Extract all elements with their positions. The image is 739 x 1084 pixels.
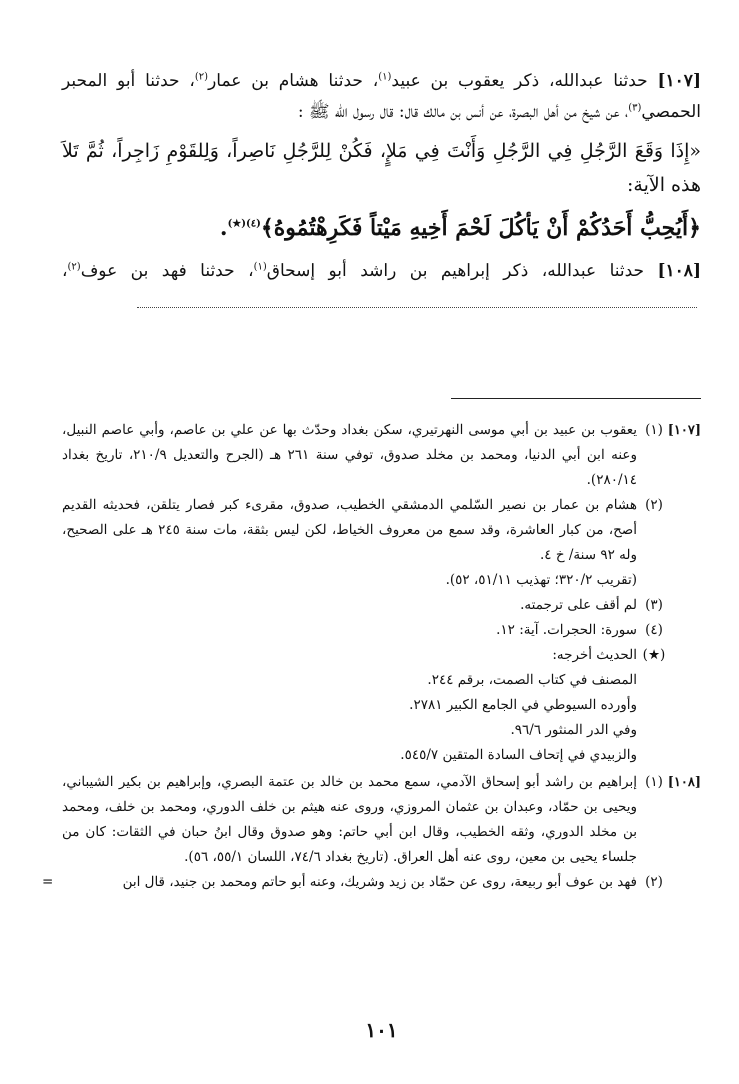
footnote: [١٠٧] (١) يعقوب بن عبيد بن أبي موسى النهرتيري، سكن بغداد وحدّث بها عن علي بن عاصم، وأبي عاصم النبيل، وعنه ابن أبي الدنيا، ومحمد بن مخلد صدوق، توفي سنة ٢٦١ هـ (الجرح والتعديل ٢١٠/٩، تاريخ بغداد ٢٨٠/١٤).: [62, 418, 701, 493]
footnote: (٢) هشام بن عمار بن نصير السّلمي الدمشقي الخطيب، صدوق، مقرىء كبر فصار يتلقن، فحديثه القديم أصح، من كبار العاشرة، وقد سمع من معروف الخياط، لكن ليس بثقة، مات سنة ٢٤٥ هـ على الصحيح، وله ٩٢ سنة/ خ ٤. (تقريب ٣٢٠/٢؛ تهذيب ٥١/١١، ٥٢).: [62, 497, 663, 588]
quran-verse: ﴿أَيُحِبُّ أَحَدُكُمْ أَنْ يَأكُلَ لَحْمَ أَخِيهِ مَيْتاً فَكَرِهْتُمُوهُ﴾$^{(٤)(★)}$.: [219, 215, 701, 241]
page-number: ١٠١: [365, 1018, 398, 1042]
main-text: [62, 66, 701, 324]
footnote-ref: (٤): [246, 218, 261, 230]
footnote-group-108: [42, 770, 701, 895]
source-line: وأورده السيوطي في الجامع الكبير ٢٧٨١.: [409, 697, 637, 713]
footnote-ref-star: (★): [227, 218, 246, 230]
footnote-group-107: [62, 418, 701, 768]
source-line: وفي الدر المنثور ٩٦/٦.: [510, 722, 637, 738]
footnote-ref: (٢): [194, 71, 209, 83]
footnote-ref: (١): [253, 261, 267, 273]
footnote-group-label: [١٠٨]: [667, 775, 701, 790]
footnote-ref: (١): [378, 71, 392, 83]
dotted-leader: [137, 297, 697, 308]
hadith-107-matn: «إِذَا وَقَعَ الرَّجُلِ فِي الرَّجُلِ وَأَنْتَ فِي مَلإٍ، فَكُنْ لِلرَّجُلِ نَاصِراً، وَلِلقَوْمِ زَاجِراً، ثُمَّ تَلاَ هذه الآية:: [62, 140, 701, 196]
footnote: (٤) سورة: الحجرات. آية: ١٢.: [496, 622, 663, 638]
hadith-number: [١٠٨]: [657, 261, 701, 281]
continuation-mark: =: [42, 874, 54, 890]
footnote-divider: [451, 398, 701, 399]
hadith-107-isnad: [١٠٧] حدثنا عبدالله، ذكر يعقوب بن عبيد$^{(١)}$، حدثنا هشام بن عمار$^{(٢)}$، حدثنا أبو المحبر الحمصي$^{(٣)}$، عن شيخ من أهل البصرة، عن أنس بن مالك قال: قال رسول الله ﷺ :: [62, 71, 701, 122]
footnote-ref: (٣): [628, 102, 642, 114]
footnote: [١٠٨] (١) إبراهيم بن راشد أبو إسحاق الآدمي، سمع محمد بن خالد بن عتمة البصري، وإبراهيم بن بكير الشيباني، ويحيى بن حمّاد، وعبدان بن عثمان المروزي، وروى عنه هيثم بن خلف الدوري، ومحمد بن خلف، ومحمد بن مخلد الدوري، وثقه الخطيب، وقال ابن أبي حاتم: وهو صدوق وقال ابنُ حبان في الثقات: كان من جلساء يحيى بن معين، روى عنه أهل العراق. (تاريخ بغداد ٧٤/٦، اللسان ٥٥/١، ٥٦).: [62, 770, 701, 870]
hadith-number: [١٠٧]: [657, 71, 701, 91]
footnote-group-label: [١٠٧]: [667, 423, 701, 438]
footnote: (★) الحديث أخرجه:: [552, 647, 666, 663]
hadith-108-isnad: [١٠٨] حدثنا عبدالله، ذكر إبراهيم بن راشد أبو إسحاق$^{(١)}$، حدثنا فهد بن عوف$^{(٢)}$،: [62, 256, 701, 318]
footnote-ref: (٢): [67, 261, 81, 273]
footnotes: [42, 418, 701, 897]
footnote: (٣) لم أقف على ترجمته.: [520, 597, 663, 613]
book-page: [42, 0, 701, 1084]
source-line: المصنف في كتاب الصمت، برقم ٢٤٤.: [427, 672, 637, 688]
footnote: (٢) فهد بن عوف أبو ربيعة، روى عن حمّاد بن زيد وشريك، وعنه أبو حاتم ومحمد بن جنيد، قال ابن =: [62, 870, 701, 895]
source-line: والزبيدي في إتحاف السادة المتقين ٥٤٥/٧.: [400, 747, 637, 763]
